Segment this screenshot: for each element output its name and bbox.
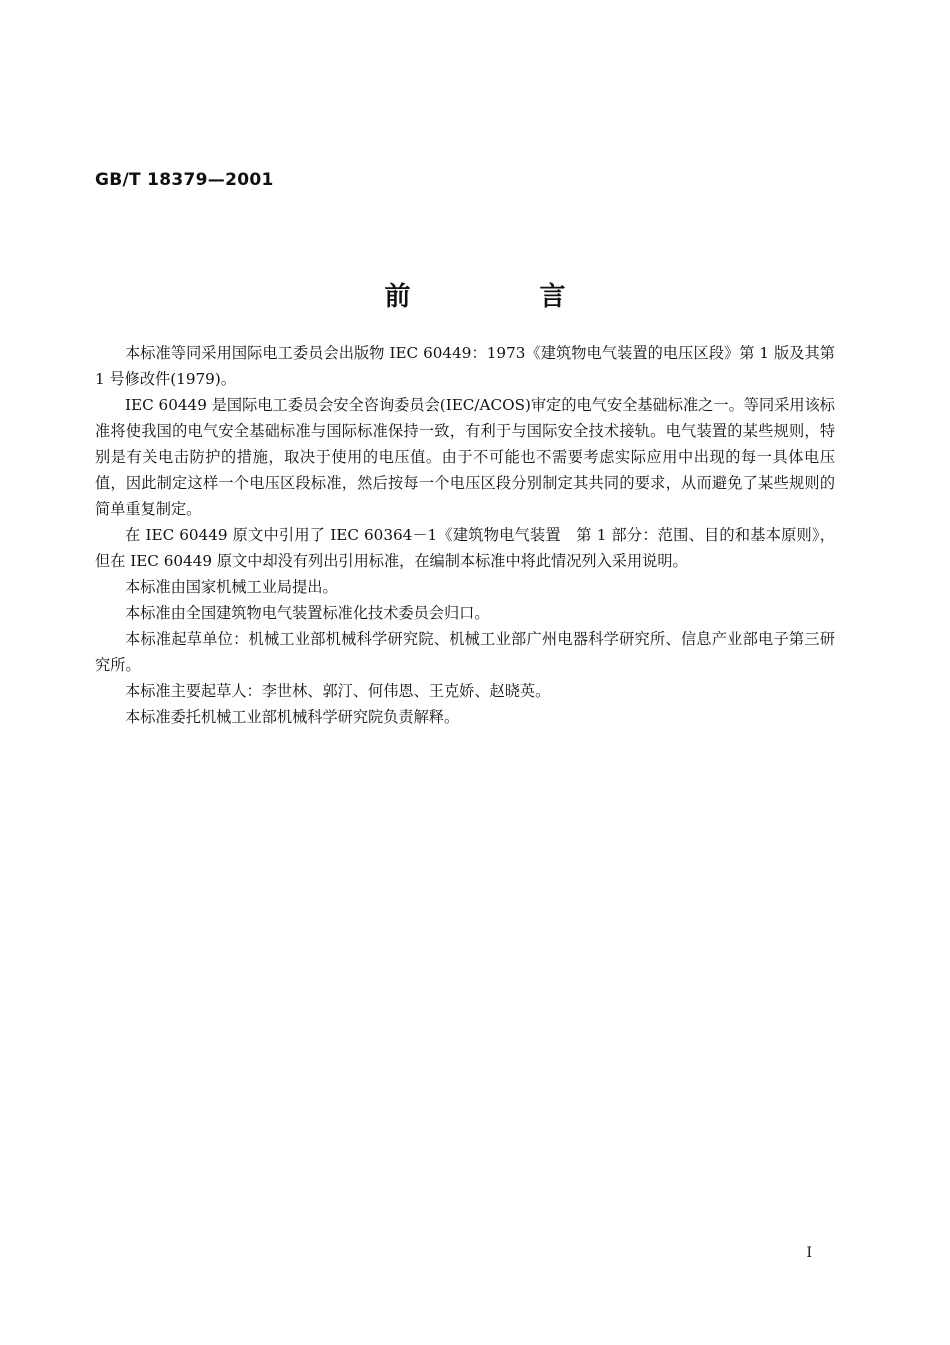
paragraph-background: IEC 60449 是国际电工委员会安全咨询委员会(IEC/ACOS)审定的电气安全基础标准之一。等同采用该标准将使我国的电气安全基础标准与国际标准保持一致，有利于与国际安全技术接轨。电气装置的某些规则，特别是有关电击防护的措施，取决于使用的电压值。由于不可能也不需要考虑实际应用中出现的每一具体电压值，因此制定这样一个电压区段标准，然后按每一个电压区段分别制定其共同的要求，从而避免了某些规则的简单重复制定。 bbox=[95, 396, 835, 518]
document-code: GB/T 18379—2001 bbox=[95, 170, 274, 190]
paragraph-drafting-units: 本标准起草单位：机械工业部机械科学研究院、机械工业部广州电器科学研究所、信息产业部电子第三研究所。 bbox=[95, 630, 835, 674]
page-number: I bbox=[806, 1245, 812, 1261]
paragraph-adoption: 本标准等同采用国际电工委员会出版物 IEC 60449：1973《建筑物电气装置的电压区段》第 1 版及其第 1 号修改件(1979)。 bbox=[95, 344, 835, 388]
foreword-body bbox=[95, 340, 835, 730]
paragraph-interpretation: 本标准委托机械工业部机械科学研究院负责解释。 bbox=[125, 708, 460, 726]
paragraph-proposer: 本标准由国家机械工业局提出。 bbox=[125, 578, 338, 596]
page-title: 前 言 bbox=[384, 282, 626, 312]
paragraph-committee: 本标准由全国建筑物电气装置标准化技术委员会归口。 bbox=[125, 604, 490, 622]
paragraph-references: 在 IEC 60449 原文中引用了 IEC 60364－1《建筑物电气装置 第 1 部分：范围、目的和基本原则》，但在 IEC 60449 原文中却没有列出引用标准，在编制本标准中将此情况列入采用说明。 bbox=[95, 526, 835, 570]
paragraph-drafters: 本标准主要起草人：李世林、郭汀、何伟恩、王克娇、赵晓英。 bbox=[125, 682, 551, 700]
